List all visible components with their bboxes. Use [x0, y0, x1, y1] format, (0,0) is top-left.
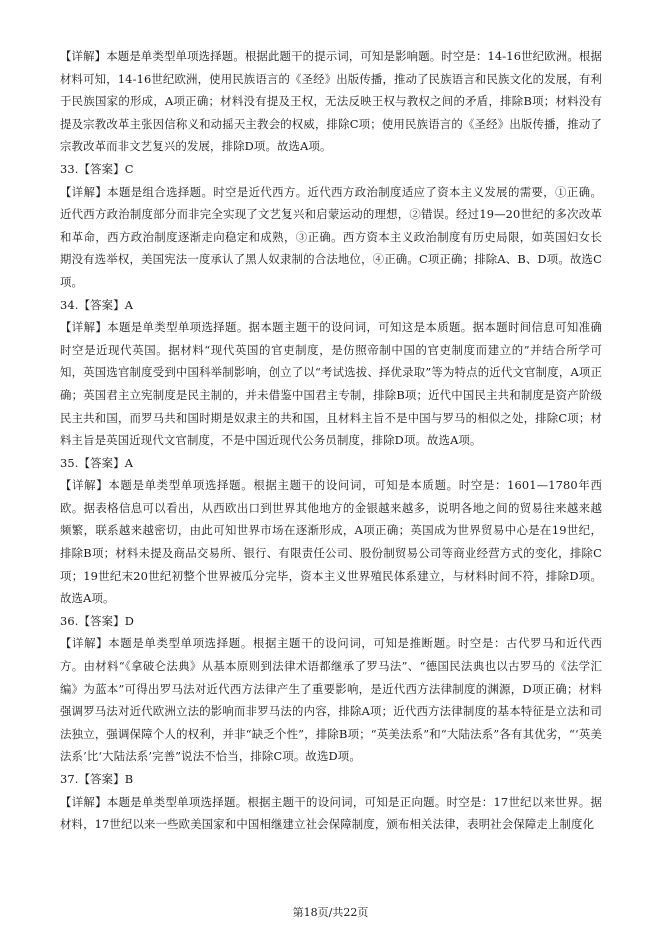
page-content: [60, 45, 602, 836]
page-footer: 第18页/共22页: [292, 906, 369, 919]
answer-34: 34.【答案】A: [60, 297, 134, 312]
answer-37: 37.【答案】B: [60, 772, 134, 786]
explanation-36: 【详解】本题是单类型单项选择题。根据主题干的设问词，可知是推断题。时空是：古代罗马和近代西方。由材料“《拿破仑法典》从基本原则到法律术语都继承了罗马法”、“德国民法典也以古罗马的《法学汇编》为蓝本”可得出罗马法对近代西方法律产生了重要影响，是近代西方法律制度的渊源，D项正确；材料强调罗马法对近代欧洲立法的影响而非罗马法的内容，排除A项；近代西方法律制度的基本特征是立法和司法独立，强调保障个人的权利，并非“缺乏个性”，排除B项；“英美法系”和“大陆法系”各有其优劣，“‘英美法系’比‘大陆法系’完善”说法不恰当，排除C项。故选D项。: [60, 636, 602, 764]
explanation-37: 【详解】本题是单类型单项选择题。根据主题干的设问词，可知是正向题。时空是：17世纪以来世界。据材料，17世纪以来一些欧美国家和中国相继建立社会保障制度，颁布相关法律，表明社会保障走上制度化: [60, 794, 602, 832]
answer-36: 36.【答案】D: [60, 613, 135, 628]
explanation-33: 【详解】本题是组合选择题。时空是近代西方。近代西方政治制度适应了资本主义发展的需要，①正确。近代西方政治制度部分而非完全实现了文艺复兴和启蒙运动的理想，②错误。经过19—20世纪的多次改革和革命，西方政治制度逐渐走向稳定和成熟，③正确。西方资本主义政治制度有历史局限，如英国妇女长期没有选举权，美国宪法一度承认了黑人奴隶制的合法地位，④正确。C项正确；排除A、B、D项。故选C项。: [60, 184, 602, 289]
answer-33: 33.【答案】C: [60, 161, 134, 176]
explanation-34: 【详解】本题是单类型单项选择题。据本题主题干的设问词，可知这是本质题。据本题时间信息可知准确时空是近现代英国。据材料“现代英国的官吏制度，是仿照帝制中国的官吏制度而建立的”并结合所学可知，英国选官制度受到中国科举制影响，创立了以“考试选拔、择优录取”等为特点的近代文官制度，A项正确；英国君主立宪制度是民主制的，并未借鉴中国君主专制，排除B项；近代中国民主共和制度是资产阶级民主共和国，而罗马共和国时期是奴隶主的共和国，且材料主旨不是中国与罗马的相似之处，排除C项；材料主旨是英国近现代文官制度，不是中国近现代公务员制度，排除D项。故选A项。: [60, 320, 602, 448]
answer-35: 35.【答案】A: [60, 455, 134, 470]
explanation-35: 【详解】本题是单类型单项选择题。根据主题干的设问词，可知是本质题。时空是：1601—1780年西欧。据表格信息可以看出，从西欧出口到世界其他地方的金银越来越多，说明各地之间的贸易往来越来越频繁，联系越来越密切，由此可知世界市场在逐渐形成，A项正确；英国成为世界贸易中心是在19世纪，排除B项；材料未提及商品交易所、银行、有限责任公司、股份制贸易公司等商业经营方式的变化，排除C项；19世纪末20世纪初整个世界被瓜分完毕，资本主义世界殖民体系建立，与材料时间不符，排除D项。故选A项。: [60, 478, 602, 606]
explanation-32: 【详解】本题是单类型单项选择题。根据此题干的提示词，可知是影响题。时空是：14-16世纪欧洲。根据材料可知，14-16世纪欧洲，使用民族语言的《圣经》出版传播，推动了民族语言和民族文化的发展，有利于民族国家的形成，A项正确；材料没有提及王权，无法反映王权与教权之间的矛盾，排除B项；材料没有提及宗教改革主张因信称义和动摇天主教会的权威，排除C项；使用民族语言的《圣经》出版传播，推动了宗教改革而非文艺复兴的发展，排除D项。故选A项。: [60, 49, 602, 154]
